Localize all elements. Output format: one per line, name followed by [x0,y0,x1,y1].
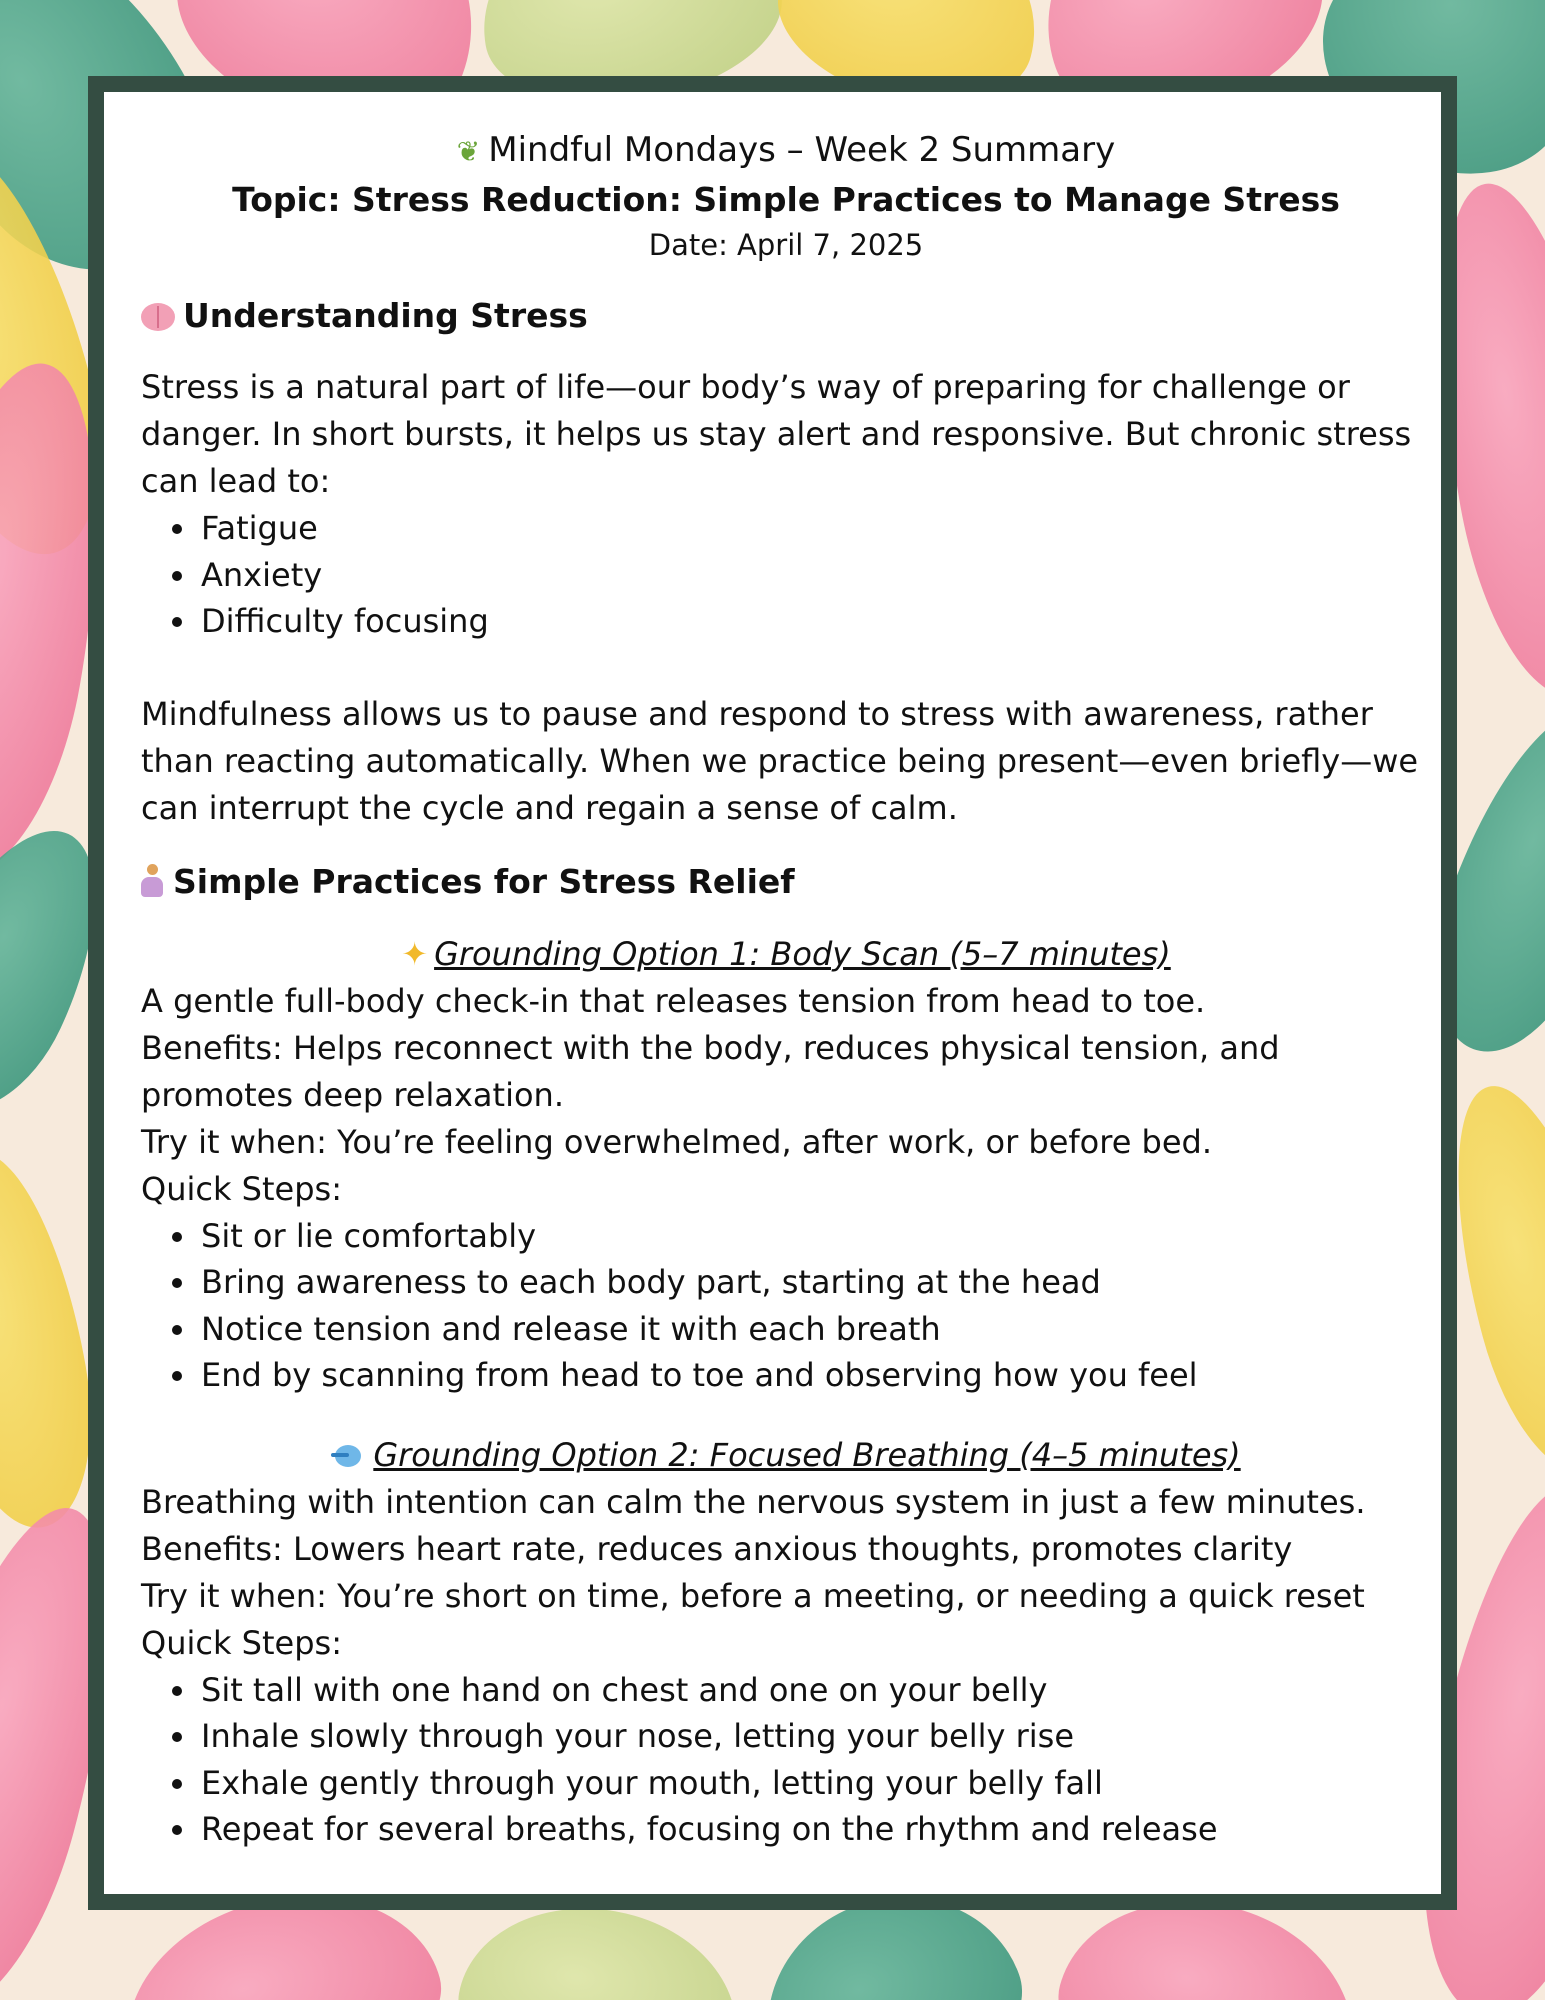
option1-description: A gentle full-body check-in that releases tension from head to toe. [141,981,1206,1020]
brain-icon [141,303,175,331]
option2-steps-label: Quick Steps: [141,1623,342,1662]
option1-steps-list [141,1213,1431,1399]
sparkles-icon: ✦ [401,934,429,973]
option1-title [141,930,1431,978]
list-item: • Bring awareness to each body part, starting at the head [199,1259,1431,1306]
option1-benefits: Benefits: Helps reconnect with the body, reduces physical tension, and promotes deep relaxation. [141,1028,1280,1114]
option2-title [141,1431,1431,1479]
page-title-text: Mindful Mondays – Week 2 Summary [488,130,1116,170]
list-item: • Sit or lie comfortably [199,1213,1431,1260]
list-item: • End by scanning from head to toe and observing how you feel [199,1352,1431,1399]
option1-try-it: Try it when: You’re feeling overwhelmed, after work, or before bed. [141,1122,1213,1161]
stress-intro-paragraph: Stress is a natural part of life—our body’s way of preparing for challenge or danger. In short bursts, it helps us stay alert and responsive. But chronic stress can lead to: [141,368,1412,500]
meditating-person-icon [141,864,163,898]
dashing-wind-icon [331,1443,367,1469]
stress-effects-list [141,505,1431,645]
list-item: • Inhale slowly through your nose, letting your belly rise [199,1713,1431,1760]
topic-heading: Topic: Stress Reduction: Simple Practices to Manage Stress [232,180,1340,219]
list-item: • Notice tension and release it with each breath [199,1306,1431,1353]
session-date: Date: April 7, 2025 [648,228,924,262]
option1-steps-label: Quick Steps: [141,1169,342,1208]
option2-try-it: Try it when: You’re short on time, before a meeting, or needing a quick reset [141,1576,1365,1615]
option2-description: Breathing with intention can calm the nervous system in just a few minutes. [141,1482,1366,1521]
summary-content [141,126,1431,1853]
understanding-heading-text: Understanding Stress [183,296,588,335]
practices-heading-text: Simple Practices for Stress Relief [173,861,795,901]
list-item: • Sit tall with one hand on chest and one on your belly [199,1667,1431,1714]
mindfulness-paragraph: Mindfulness allows us to pause and respond to stress with awareness, rather than reacting automatically. When we practice being present—even briefly—we can interrupt the cycle and regain a sense of calm. [141,694,1419,827]
list-item: • Repeat for several breaths, focusing on the rhythm and release [199,1806,1431,1853]
page-title [141,126,1431,176]
list-item: • Exhale gently through your mouth, letting your belly fall [199,1760,1431,1807]
option2-steps-list [141,1667,1431,1853]
understanding-stress-heading [141,292,1431,340]
option2-title-text: Grounding Option 2: Focused Breathing (4–5 minutes) [373,1435,1241,1474]
practices-heading [141,858,1431,906]
list-item: • Fatigue [199,505,1431,552]
summary-card [88,76,1457,1910]
option1-title-text: Grounding Option 1: Body Scan (5–7 minutes) [434,934,1171,973]
herb-icon: ❦ [456,135,481,168]
list-item: • Anxiety [199,552,1431,599]
option2-benefits: Benefits: Lowers heart rate, reduces anxious thoughts, promotes clarity [141,1529,1293,1568]
list-item: • Difficulty focusing [199,598,1431,645]
